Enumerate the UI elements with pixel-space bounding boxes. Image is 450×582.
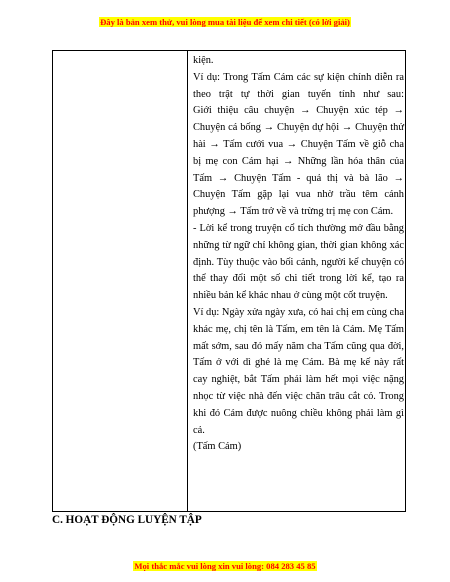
paragraph-continuation: kiện. xyxy=(193,55,214,66)
paragraph-example-intro: Ví dụ: Trong Tấm Cám các sự kiện chính diễn ra theo trật tự thời gian tuyến tính như sau: xyxy=(193,71,404,100)
paragraph-source: (Tấm Cám) xyxy=(193,441,242,453)
paragraph-event-sequence: Giới thiệu câu chuyện → Chuyện xúc tép → Chuyện cá bống → Chuyện dự hội → Chuyện thử hài → Tấm cưới vua → Chuyện Tấm về giỗ cha bị mẹ con Cám hại → Những lần hóa thân của Tấm → Chuyện Tấm - quả thị và bà lão → Chuyện Tấm gặp lại vua nhờ trầu têm cánh phượng → Tấm trở về và trừng trị mẹ con Cám. xyxy=(193,105,404,218)
column-divider xyxy=(187,51,188,511)
content-table xyxy=(52,50,406,512)
contact-banner xyxy=(0,561,450,571)
preview-notice-banner xyxy=(0,17,450,27)
paragraph-narration-note: - Lời kể trong truyện cổ tích thường mở đầu bằng những từ ngữ chỉ không gian, thời gian không xác định. Tùy thuộc vào bối cảnh, người kể chuyện có thể thay đổi một số chi tiết trong lời kể, tạo ra nhiều bản kể khác nhau ở cùng một cốt truyện. xyxy=(193,222,404,302)
paragraph-narration-example: Ví dụ: Ngày xửa ngày xưa, có hai chị em cùng cha khác mẹ, chị tên là Tấm, em tên là Cám. Mẹ Tấm mất sớm, sau đó mấy năm cha Tấm cũng qua đời, Tấm ở với dì ghẻ là mẹ Cám. Bà mẹ kế này rất cay nghiệt, bắt Tấm phải làm hết mọi việc nặng nhọc từ việc nhà đến việc chăn trâu cắt cỏ. Trong khi đó Cám được nuông chiều không phải làm gì cả. xyxy=(193,306,404,436)
preview-notice-text: Đây là bản xem thử, vui lòng mua tài liệu để xem chi tiết (có lời giải) xyxy=(100,17,350,27)
table-cell-content xyxy=(193,53,404,456)
contact-text: Mọi thắc mắc vui lòng xin vui lòng: 084 283 45 85 xyxy=(134,561,316,571)
section-heading: C. HOẠT ĐỘNG LUYỆN TẬP xyxy=(52,514,202,526)
